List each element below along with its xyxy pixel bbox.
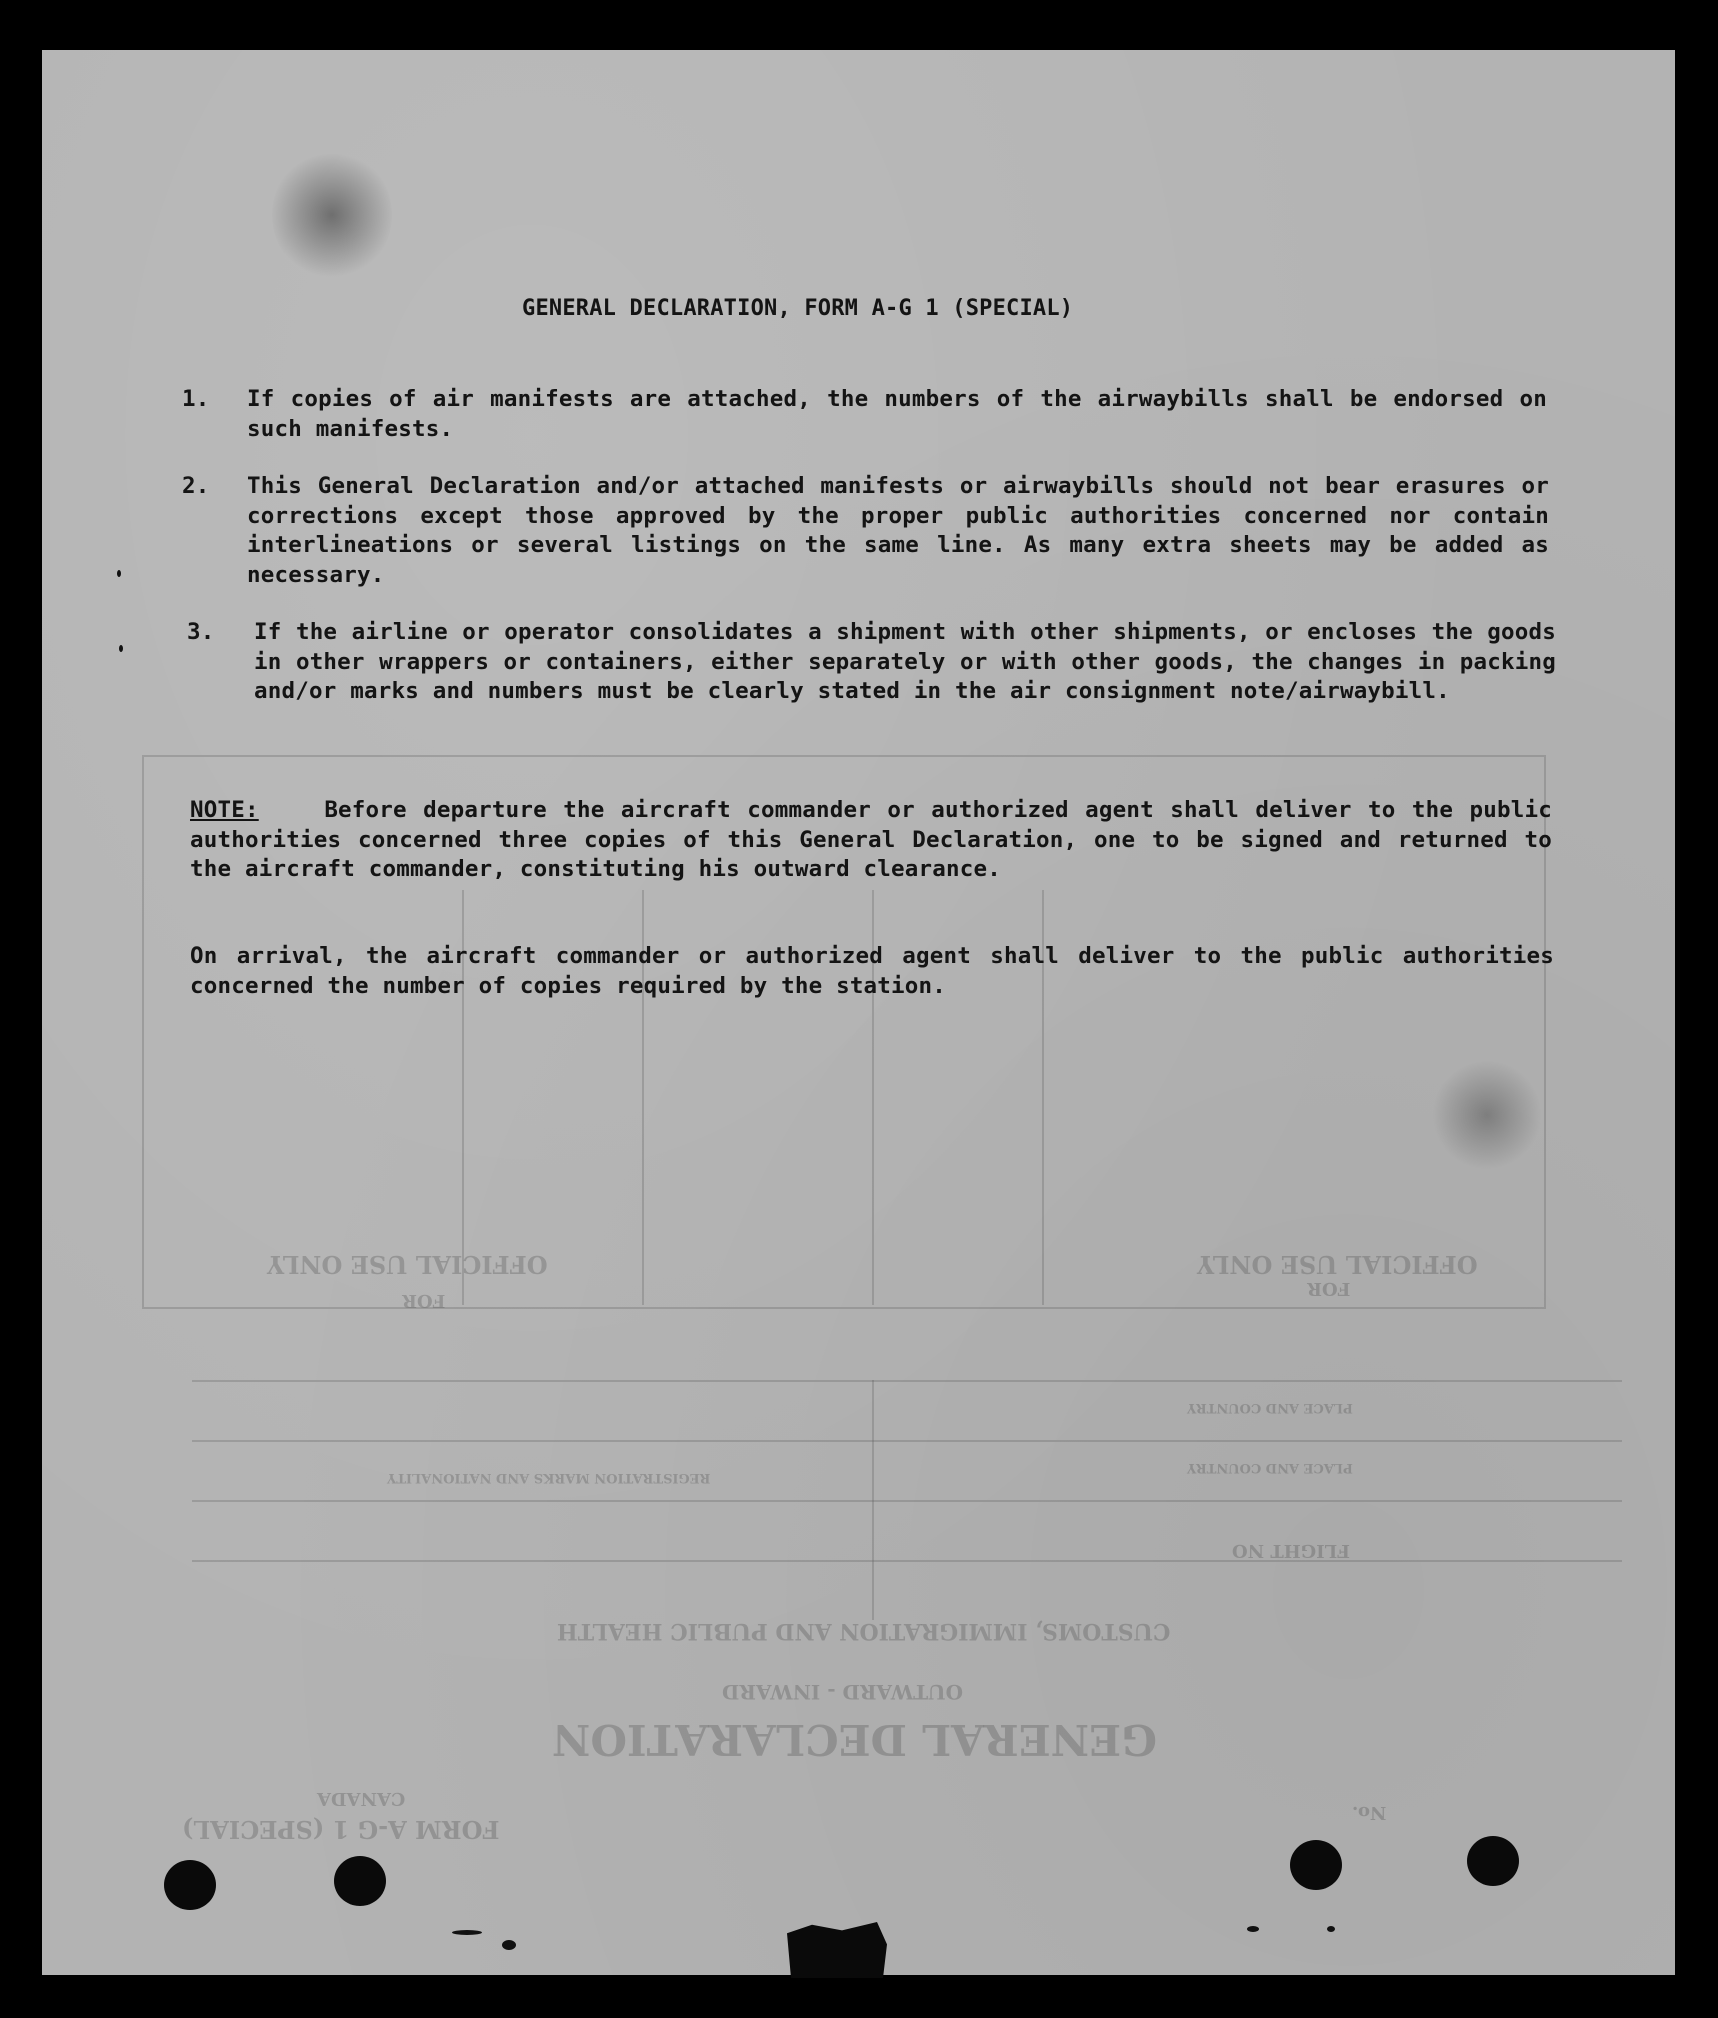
bleed-rule-2 — [192, 1440, 1622, 1442]
item-1-text: If copies of air manifests are attached, the numbers of the airwaybills shall be endorsed on such manifests. — [247, 386, 1547, 442]
document-page — [42, 50, 1675, 1975]
bleed-official-use-left: OFFICIAL USE ONLY — [267, 1250, 548, 1279]
item-3-text: If the airline or operator consolidates a shipment with other shipments, or encloses the goods in other wrappers or containers, either separately or with other goods, the changes in packing and/or marks and numbers must be clearly stated in the air consignment note/airwaybill. — [254, 619, 1556, 704]
punch-hole-3 — [1290, 1840, 1342, 1890]
speck-1 — [117, 570, 121, 577]
bleed-place-country-2: PLACE AND COUNTRY — [1187, 1460, 1353, 1475]
bleed-general-declaration: GENERAL DECLARATION — [552, 1715, 1157, 1764]
punch-hole-4 — [1467, 1836, 1519, 1886]
item-2-number: 2. — [182, 473, 210, 499]
note-paragraph — [190, 796, 1552, 885]
bleed-center-divider — [872, 1380, 874, 1620]
bleed-canada: CANADA — [317, 1788, 406, 1809]
paper-tear — [787, 1922, 887, 1978]
note-label: NOTE: — [190, 797, 259, 823]
smudge-top-left — [272, 150, 392, 280]
speck-6 — [1327, 1926, 1335, 1932]
speck-5 — [1247, 1926, 1259, 1932]
smudge-right — [1432, 1060, 1542, 1170]
speck-3 — [452, 1930, 482, 1935]
punch-hole-2 — [334, 1856, 386, 1906]
bleed-official-use-right: OFFICIAL USE ONLY — [1197, 1250, 1478, 1279]
punch-hole-1 — [164, 1860, 216, 1910]
arrival-paragraph: On arrival, the aircraft commander or authorized agent shall deliver to the public authorities concerned the number of copies required by the station. — [190, 943, 1554, 999]
bleed-registration: REGISTRATION MARKS AND NATIONALITY — [387, 1470, 711, 1485]
document-title: GENERAL DECLARATION, FORM A-G 1 (SPECIAL) — [522, 296, 1074, 321]
bleed-place-country-1: PLACE AND COUNTRY — [1187, 1400, 1353, 1415]
speck-4 — [502, 1940, 516, 1950]
bleed-outward-inward: OUTWARD - INWARD — [722, 1680, 963, 1704]
bleed-customs: CUSTOMS, IMMIGRATION AND PUBLIC HEALTH — [557, 1618, 1171, 1644]
bleed-for-left: FOR — [402, 1290, 446, 1311]
bleed-rule-4 — [192, 1560, 1622, 1562]
note-text: Before departure the aircraft commander or authorized agent shall deliver to the public authorities concerned three copies of this General Declaration, one to be signed and returned to the aircraft commander, constituting his outward clearance. — [190, 797, 1552, 882]
bleed-rule-1 — [192, 1380, 1622, 1382]
item-2-text: This General Declaration and/or attached manifests or airwaybills should not bear erasures or corrections except those approved by the proper public authorities concerned nor contain interlineations or several listings on the same line. As many extra sheets may be added as necessary. — [247, 473, 1549, 588]
item-3-number: 3. — [187, 619, 215, 645]
bleed-rule-3 — [192, 1500, 1622, 1502]
bleed-form: FORM A-G 1 (SPECIAL) — [182, 1815, 500, 1844]
item-1-number: 1. — [182, 386, 210, 412]
bleed-for-right: FOR — [1307, 1278, 1351, 1299]
bleed-no: No. — [1352, 1802, 1387, 1823]
speck-2 — [119, 645, 123, 652]
bleed-flight-no: FLIGHT NO — [1232, 1540, 1351, 1561]
